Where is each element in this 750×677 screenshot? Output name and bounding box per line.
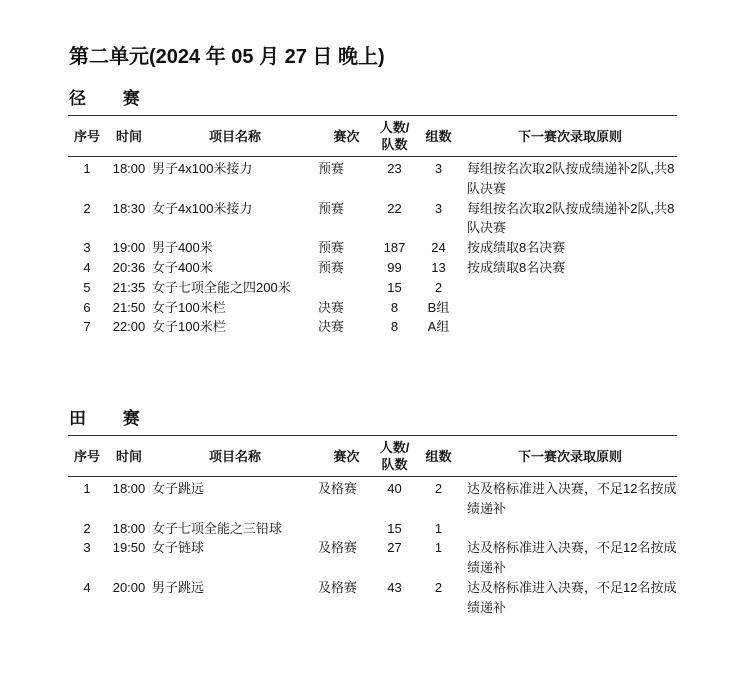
cell-no: 3 [83, 240, 91, 256]
track-section-title: 径 赛 [69, 89, 156, 108]
cell-no: 1 [83, 161, 91, 176]
header-count-line2: 队数 [381, 457, 408, 472]
cell-groups: 3 [434, 161, 443, 176]
cell-count: 8 [390, 299, 399, 315]
table-row [68, 238, 677, 258]
header-time: 时间 [106, 436, 152, 477]
cell-rule: 达及格标准进入决赛，不足12名按成绩递补 [467, 481, 677, 516]
cell-count: 40 [387, 481, 402, 496]
table-row [68, 317, 677, 337]
cell-no: 3 [83, 540, 91, 556]
cell-time: 18:00 [112, 481, 146, 496]
cell-time: 19:50 [112, 540, 146, 556]
cell-round: 决赛 [318, 319, 345, 335]
track-events-table [68, 115, 677, 337]
cell-count: 27 [387, 540, 402, 556]
header-rule: 下一赛次录取原则 [463, 436, 677, 477]
table-row [68, 199, 677, 239]
table-row [68, 298, 677, 318]
cell-groups: 24 [431, 240, 446, 256]
cell-event: 男子400米 [152, 240, 213, 256]
cell-groups: 2 [434, 579, 443, 595]
cell-event: 女子4x100米接力 [152, 200, 253, 216]
cell-count: 43 [387, 579, 402, 595]
table-row [68, 538, 677, 578]
cell-rule: 每组按名次取2队按成绩递补2队,共8队决赛 [467, 200, 675, 236]
cell-time: 19:00 [112, 240, 146, 256]
cell-round: 及格赛 [318, 540, 358, 556]
cell-groups: 2 [434, 279, 443, 295]
cell-no: 5 [83, 279, 91, 295]
table-header-row [68, 116, 677, 157]
header-rule: 下一赛次录取原则 [463, 116, 677, 157]
cell-round: 预赛 [318, 161, 345, 176]
cell-rule: 按成绩取8名决赛 [467, 259, 566, 275]
table-row [68, 578, 677, 618]
cell-time: 18:30 [112, 200, 146, 216]
cell-event: 女子七项全能之三铅球 [152, 520, 283, 536]
table-row [68, 519, 677, 539]
cell-rule: 每组按名次取2队按成绩递补2队,共8队决赛 [467, 161, 675, 196]
cell-event: 男子4x100米接力 [152, 161, 253, 176]
cell-rule [463, 278, 677, 298]
cell-no: 2 [83, 520, 91, 536]
header-no: 序号 [68, 116, 106, 157]
cell-count: 15 [387, 279, 402, 295]
cell-count: 8 [390, 319, 399, 335]
cell-round [318, 278, 375, 298]
field-section-title: 田 赛 [69, 409, 156, 428]
cell-event: 女子七项全能之四200米 [152, 279, 291, 295]
header-count [375, 116, 414, 157]
cell-time: 18:00 [112, 520, 146, 536]
cell-groups: 1 [434, 520, 443, 536]
header-count [375, 436, 414, 477]
cell-groups: 3 [434, 200, 443, 216]
table-row [68, 157, 677, 199]
cell-time: 18:00 [112, 161, 146, 176]
cell-rule: 达及格标准进入决赛，不足12名按成绩递补 [467, 579, 677, 615]
cell-count: 23 [387, 161, 402, 176]
cell-event: 女子100米栏 [152, 299, 226, 315]
cell-no: 6 [83, 299, 91, 315]
cell-count: 99 [387, 259, 402, 275]
table-row [68, 477, 677, 519]
header-round: 赛次 [318, 116, 375, 157]
table-row [68, 278, 677, 298]
cell-round: 预赛 [318, 200, 345, 216]
cell-rule [463, 317, 677, 337]
cell-event: 女子100米栏 [152, 319, 226, 335]
cell-event: 女子链球 [152, 540, 205, 556]
cell-rule: 达及格标准进入决赛，不足12名按成绩递补 [467, 540, 677, 576]
cell-rule [463, 298, 677, 318]
cell-count: 15 [387, 520, 402, 536]
cell-round: 预赛 [318, 259, 345, 275]
cell-no: 1 [83, 481, 91, 496]
header-event: 项目名称 [152, 116, 318, 157]
cell-round: 及格赛 [318, 579, 358, 595]
cell-no: 2 [83, 200, 91, 216]
cell-round: 及格赛 [318, 481, 358, 496]
cell-time: 20:00 [112, 579, 146, 595]
header-count-line2: 队数 [381, 137, 408, 152]
page-title: 第二单元(2024 年 05 月 27 日 晚上) [69, 46, 385, 68]
header-no: 序号 [68, 436, 106, 477]
cell-no: 7 [83, 319, 91, 335]
cell-count: 187 [383, 240, 406, 256]
header-count-line1: 人数/ [379, 440, 410, 455]
cell-rule: 按成绩取8名决赛 [467, 240, 566, 256]
cell-count: 22 [387, 200, 402, 216]
header-groups: 组数 [414, 116, 463, 157]
cell-round: 预赛 [318, 240, 345, 256]
cell-rule [463, 519, 677, 539]
cell-event: 女子跳远 [152, 481, 205, 496]
table-header-row [68, 436, 677, 477]
cell-groups: 13 [431, 259, 446, 275]
header-round: 赛次 [318, 436, 375, 477]
cell-groups: 1 [434, 540, 443, 556]
field-events-table [68, 435, 677, 618]
cell-event: 男子跳远 [152, 579, 205, 595]
cell-no: 4 [83, 579, 91, 595]
header-groups: 组数 [414, 436, 463, 477]
cell-time: 20:36 [112, 259, 146, 275]
cell-groups: B组 [427, 299, 450, 315]
cell-round [318, 519, 375, 539]
cell-no: 4 [83, 259, 91, 275]
table-row [68, 258, 677, 278]
cell-groups: 2 [434, 481, 443, 496]
header-event: 项目名称 [152, 436, 318, 477]
cell-round: 决赛 [318, 299, 345, 315]
cell-time: 21:50 [112, 299, 146, 315]
header-time: 时间 [106, 116, 152, 157]
cell-event: 女子400米 [152, 259, 213, 275]
cell-time: 22:00 [112, 319, 146, 335]
cell-time: 21:35 [112, 279, 146, 295]
header-count-line1: 人数/ [379, 120, 410, 135]
cell-groups: A组 [427, 319, 450, 335]
